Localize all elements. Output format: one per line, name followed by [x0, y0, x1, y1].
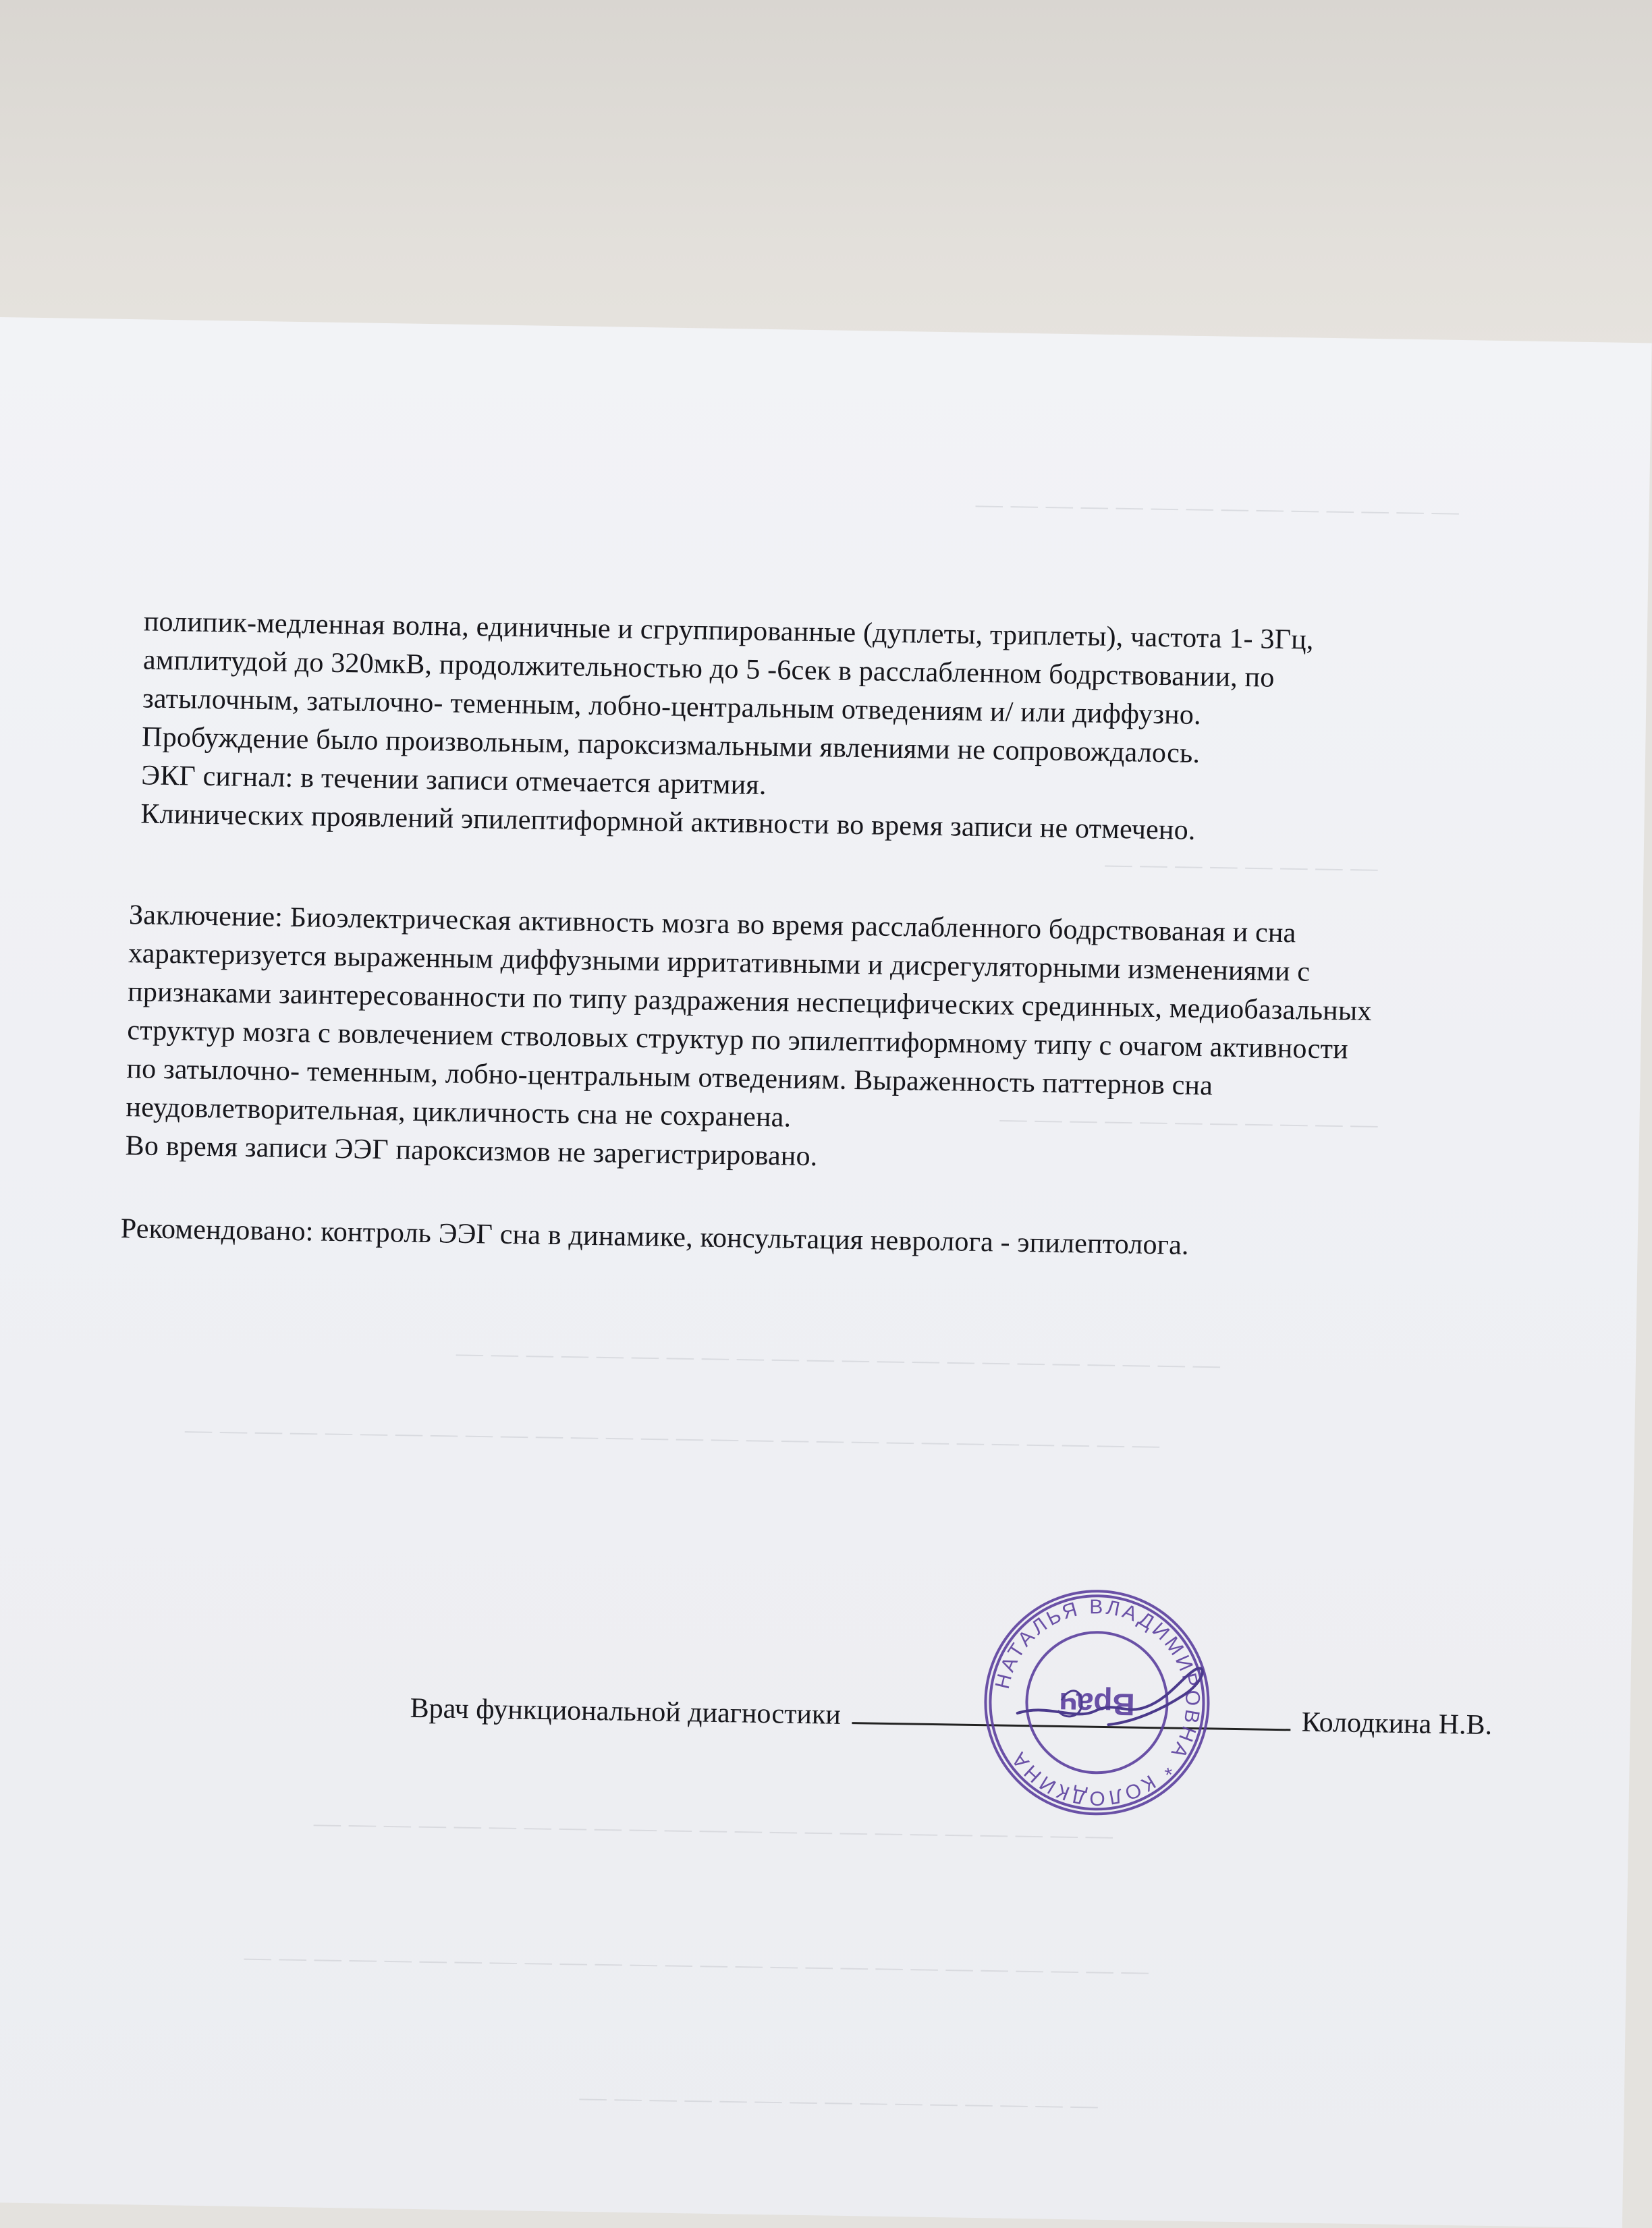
- show-through-text: — — — — — — — — — — — — — — — — — — — — — — —: [313, 1807, 1114, 1851]
- findings-line: Пробуждение было произвольным, пароксизмальными явлениями не сопровождалось.: [141, 721, 1201, 770]
- conclusion-line: характеризуется выраженным диффузными ирритативными и дисрегуляторными изменениями с: [128, 938, 1311, 988]
- signature-name: Колодкина Н.В.: [1301, 1706, 1493, 1741]
- conclusion-line: по затылочно- теменным, лобно-центральным отведениям. Выраженность паттернов сна: [126, 1053, 1213, 1102]
- findings-line: ЭКГ сигнал: в течении записи отмечается аритмия.: [140, 760, 767, 801]
- conclusion-line: Во время записи ЭЭГ пароксизмов не зарегистрировано.: [125, 1130, 818, 1173]
- conclusion-line: Заключение: Биоэлектрическая активность мозга во время расслабленного бодрствованая и сна: [128, 899, 1296, 949]
- show-through-text: — — — — — — — — — — — — — — —: [579, 2081, 1099, 2120]
- show-through-text: — — — — — — — — — — — — — — — — — — — — — — — — — — — —: [184, 1414, 1161, 1460]
- show-through-text: — — — — — — — —: [1105, 847, 1379, 883]
- conclusion-block: [125, 896, 1373, 1185]
- findings-line: Клинических проявлений эпилептиформной активности во время записи не отмечено.: [140, 798, 1196, 846]
- show-through-text: — — — — — — — — — — — — — — — — — — — — — — — — — —: [244, 1941, 1150, 1986]
- signature-role: Врач функциональной диагностики: [410, 1692, 842, 1731]
- recommendation: Рекомендовано: контроль ЭЭГ сна в динамике, консультация невролога - эпилептолога.: [120, 1213, 1190, 1261]
- conclusion-line: неудовлетворительная, цикличность сна не сохранена.: [126, 1092, 792, 1134]
- conclusion-line: структур мозга с вовлечением стволовых структур по эпилептиформному типу с очагом активности: [127, 1015, 1349, 1065]
- doctor-stamp: [979, 1584, 1215, 1820]
- show-through-text: — — — — — — — — — — — — — — — — — — — — — —: [456, 1337, 1221, 1380]
- findings-block: [140, 603, 1314, 852]
- stamp-ring-text: НАТАЛЬЯ ВЛАДИМИРОВНА * КОЛОДКИНА: [991, 1596, 1204, 1810]
- show-through-text: — — — — — — — — — — —: [999, 1103, 1379, 1140]
- show-through-text: — — — — — — — — — — — — — —: [975, 488, 1460, 527]
- findings-line: полипик-медленная волна, единичные и сгруппированные (дуплеты, триплеты), частота 1- 3Гц,: [143, 606, 1314, 656]
- stamp-center-text: Врач: [1058, 1686, 1136, 1723]
- findings-line: затылочным, затылочно- теменным, лобно-центральным отведениям и/ или диффузно.: [142, 683, 1202, 731]
- conclusion-line: признаками заинтересованности по типу раздражения неспецифических срединных, медиобазальных: [127, 976, 1372, 1028]
- findings-line: амплитудой до 320мкВ, продолжительностью до 5 -6сек в расслабленном бодрствовании, по: [142, 644, 1275, 694]
- document-page: [0, 317, 1652, 2228]
- signature-row: [410, 1687, 1492, 1742]
- background-wall: [0, 0, 1652, 351]
